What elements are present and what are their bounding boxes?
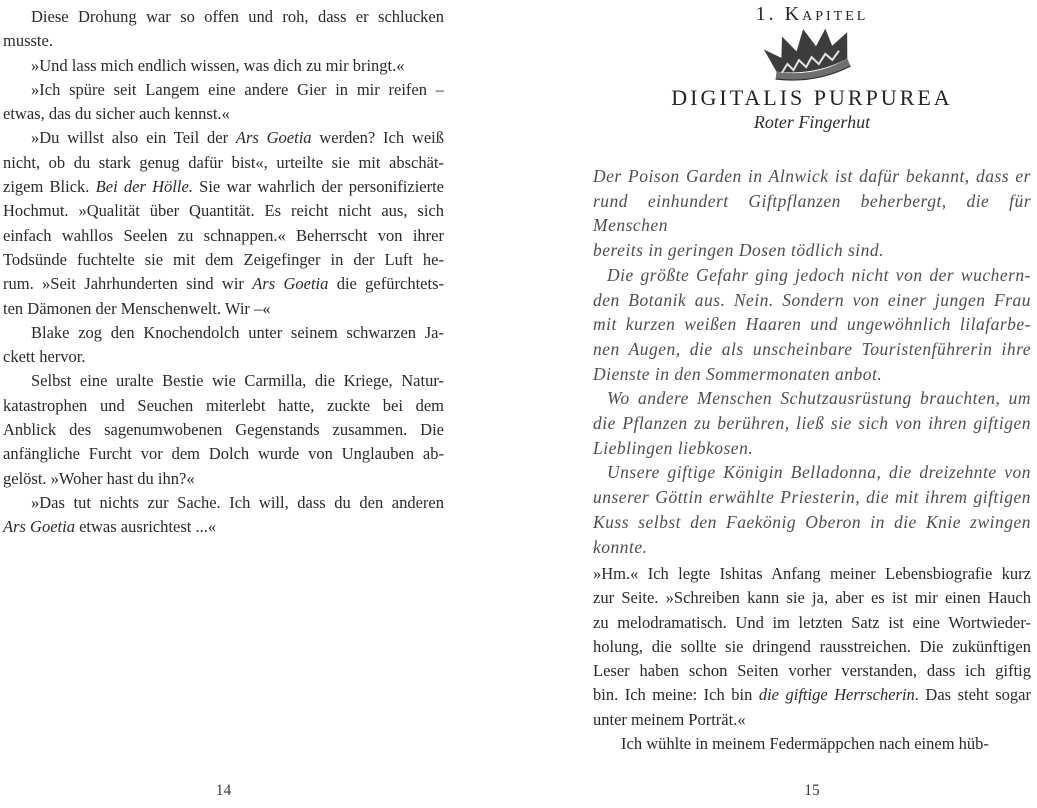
text-line: zur Seite. »Schreiben kann sie ja, aber es ist mir einen Hauch xyxy=(593,588,1031,608)
text-line: Ich wühlte in meinem Federmäppchen nach einem hüb- xyxy=(621,734,989,754)
text-line: bereits in geringen Dosen tödlich sind. xyxy=(593,240,885,261)
text-line: Blake zog den Knochendolch unter seinem schwarzen Ja- xyxy=(31,322,444,342)
text-line: nicht, ob du stark genug dafür bist«, urteilte sie mit abschät- xyxy=(3,152,444,172)
text-line: »Hm.« Ich legte Ishitas Anfang meiner Lebensbiografie kurz xyxy=(593,564,1031,583)
text-line: einfach wahllos Seelen zu schnappen.« Beherrscht von ihrer xyxy=(3,225,444,245)
text-line: konnte. xyxy=(593,536,648,557)
text-line: Selbst eine uralte Bestie wie Carmilla, die Kriege, Natur- xyxy=(31,371,444,391)
text-line: Dienste in den Sommermonaten anbot. xyxy=(593,363,883,384)
text-line: Kuss selbst den Faekönig Oberon in die Knie zwingen xyxy=(593,511,1031,532)
text-line: unter meinem Porträt.« xyxy=(593,709,746,729)
text-line: zu melodramatisch. Und im letzten Satz ist eine Wortwieder- xyxy=(593,612,1031,632)
text-line: nen Augen, die als unscheinbare Touristenführerin ihre xyxy=(593,338,1031,359)
page-number-right: 15 xyxy=(804,782,820,799)
left-page-text xyxy=(3,5,444,540)
text-line: Der Poison Garden in Alnwick ist dafür bekannt, dass er xyxy=(593,166,1031,186)
text-line: Lieblingen liebkosen. xyxy=(593,437,754,458)
text-line: Leser haben schon Seiten vorher verstanden, dass ich giftig xyxy=(593,661,1031,681)
text-line: etwas, das du sicher auch kennst.« xyxy=(3,104,230,124)
text-line: Die größte Gefahr ging jedoch nicht von der wuchern- xyxy=(607,264,1031,285)
crown-icon xyxy=(593,24,1031,87)
text-line: »Das tut nichts zur Sache. Ich will, dass du den anderen xyxy=(31,492,444,512)
text-line: Todsünde fuchtelte sie mit dem Zeigefinger in der Luft he- xyxy=(3,249,444,269)
text-line: katastrophen und Seuchen miterlebt hatte, zuckte bei dem xyxy=(3,395,444,415)
text-line: unserer Göttin erwählte Priesterin, die mit ihrem giftigen xyxy=(593,487,1031,508)
page-number-left: 14 xyxy=(215,782,232,799)
text-line: »Und lass mich endlich wissen, was dich zu mir bringt.« xyxy=(31,55,405,75)
text-line: rum. »Seit Jahrhunderten sind wir Ars Goetia die gefürchtets- xyxy=(3,274,444,294)
text-line: Hochmut. »Qualität über Quantität. Es reicht nicht aus, sich xyxy=(3,201,444,221)
text-line: Diese Drohung war so offen und roh, dass er schlucken xyxy=(31,7,444,26)
handwritten-excerpt-text xyxy=(593,164,1031,559)
text-line: die Pflanzen zu berühren, ließ sie sich von ihren giftigen xyxy=(593,413,1031,434)
text-line: zigem Blick. Bei der Hölle. Sie war wahrlich der personifizierte xyxy=(3,177,445,197)
text-line: Anblick des sagenumwobenen Gegenstands zusammen. Die xyxy=(3,420,444,440)
text-line: gelöst. »Woher hast du ihn?« xyxy=(3,468,195,488)
text-line: »Ich spüre seit Langem eine andere Gier in mir reifen – xyxy=(31,79,444,99)
text-line: holung, die sollte sie dringend rausstreichen. Die zukünftigen xyxy=(593,636,1031,656)
right-page-text xyxy=(593,562,1031,756)
text-line: den Botanik aus. Nein. Sondern von einer jungen Frau xyxy=(593,289,1031,310)
chapter-title-latin: DIGITALIS PURPUREA xyxy=(671,85,953,110)
text-line: mit kurzen weißen Haaren und ungewöhnlich lilafarbe- xyxy=(593,314,1031,335)
text-line: ten Dämonen der Menschenwelt. Wir –« xyxy=(3,298,271,318)
text-line: bin. Ich meine: Ich bin die giftige Herrscherin. Das steht sogar xyxy=(593,685,1031,705)
text-line: musste. xyxy=(3,31,53,51)
text-line: rund einhundert Giftpflanzen beherbergt, die für Menschen xyxy=(593,190,1031,236)
text-line: Ars Goetia etwas ausrichtest ...« xyxy=(3,517,217,537)
text-line: Wo andere Menschen Schutzausrüstung brauchten, um xyxy=(607,388,1031,409)
chapter-subtitle-german: Roter Fingerhut xyxy=(753,112,871,132)
text-line: »Du willst also ein Teil der Ars Goetia werden? Ich weiß xyxy=(31,128,444,148)
text-line: Unsere giftige Königin Belladonna, die dreizehnte von xyxy=(607,462,1031,483)
chapter-number-label: 1. Kapitel xyxy=(755,3,869,25)
text-line: anfängliche Furcht vor dem Dolch wurde von Unglauben ab- xyxy=(3,444,444,464)
text-line: ckett hervor. xyxy=(3,347,86,367)
